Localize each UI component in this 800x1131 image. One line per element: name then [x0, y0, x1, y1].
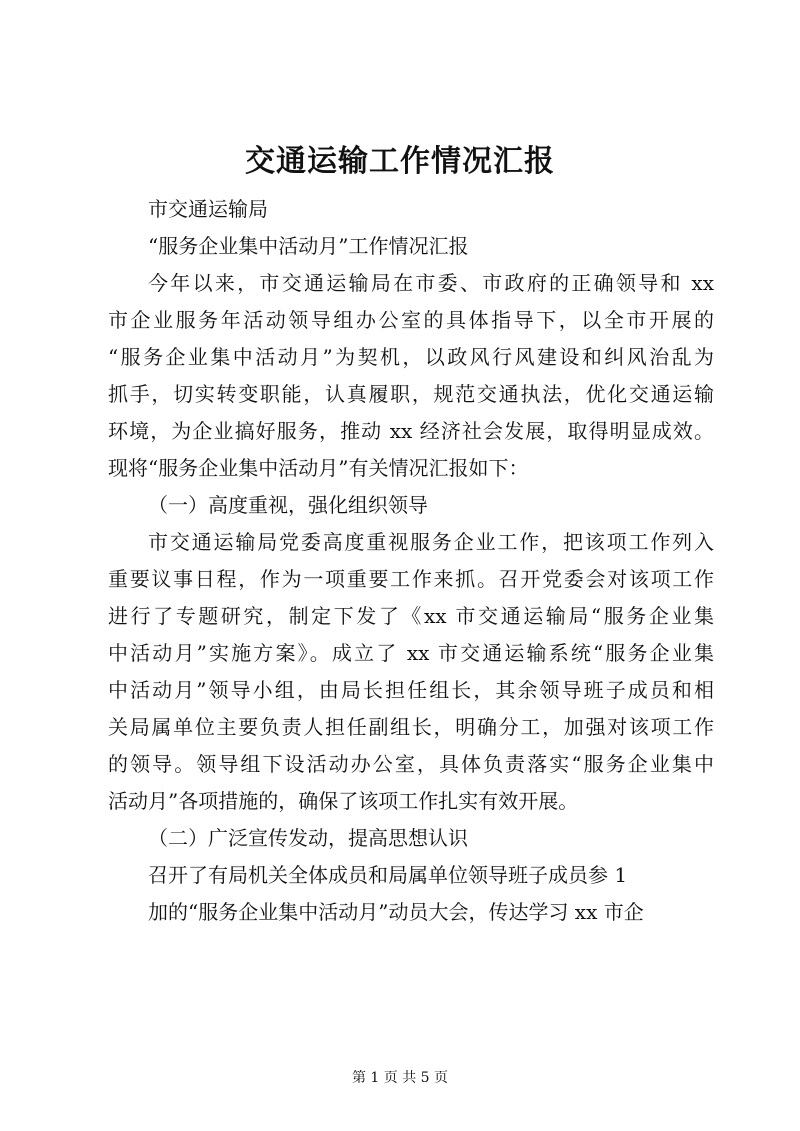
- body-line: 重要议事日程，作为一项重要工作来抓。召开党委会对该项工作: [108, 567, 714, 591]
- body-line: 现将“服务企业集中活动月”有关情况汇报如下：: [108, 456, 529, 480]
- body-line: “服务企业集中活动月”为契机，以政风行风建设和纠风治乱为: [108, 345, 714, 369]
- body-line: 加的“服务企业集中活动月”动员大会，传达学习 xx 市企: [148, 900, 644, 924]
- body-line: 中活动月”领导小组，由局长担任组长，其余领导班子成员和相: [108, 678, 714, 702]
- body-line: 今年以来，市交通运输局在市委、市政府的正确领导和 xx: [148, 271, 714, 295]
- body-line: 活动月”各项措施的，确保了该项工作扎实有效开展。: [108, 789, 579, 813]
- section-heading: （二）广泛宣传发动，提高思想认识: [148, 826, 468, 850]
- document-title: 交通运输工作情况汇报: [245, 144, 555, 179]
- body-line: 环境，为企业搞好服务，推动 xx 经济社会发展，取得明显成效。: [108, 419, 714, 443]
- body-line: 市企业服务年活动领导组办公室的具体指导下，以全市开展的: [108, 308, 714, 332]
- page-footer: 第 1 页 共 5 页: [351, 1070, 449, 1086]
- body-line: 中活动月”实施方案》。成立了 xx 市交通运输系统“服务企业集: [108, 641, 714, 665]
- body-line: 召开了有局机关全体成员和局属单位领导班子成员参 1: [148, 863, 628, 887]
- body-line: 市交通运输局: [148, 197, 268, 221]
- body-line: 关局属单位主要负责人担任副组长，明确分工，加强对该项工作: [108, 715, 714, 739]
- body-line: 的领导。领导组下设活动办公室，具体负责落实“服务企业集中: [108, 752, 714, 776]
- body-line: 进行了专题研究，制定下发了《xx 市交通运输局“服务企业集: [108, 604, 714, 628]
- body-line: 抓手，切实转变职能，认真履职，规范交通执法，优化交通运输: [108, 382, 714, 406]
- section-heading: （一）高度重视，强化组织领导: [148, 493, 428, 517]
- body-line: “服务企业集中活动月”工作情况汇报: [148, 234, 469, 258]
- body-line: 市交通运输局党委高度重视服务企业工作，把该项工作列入: [148, 530, 714, 554]
